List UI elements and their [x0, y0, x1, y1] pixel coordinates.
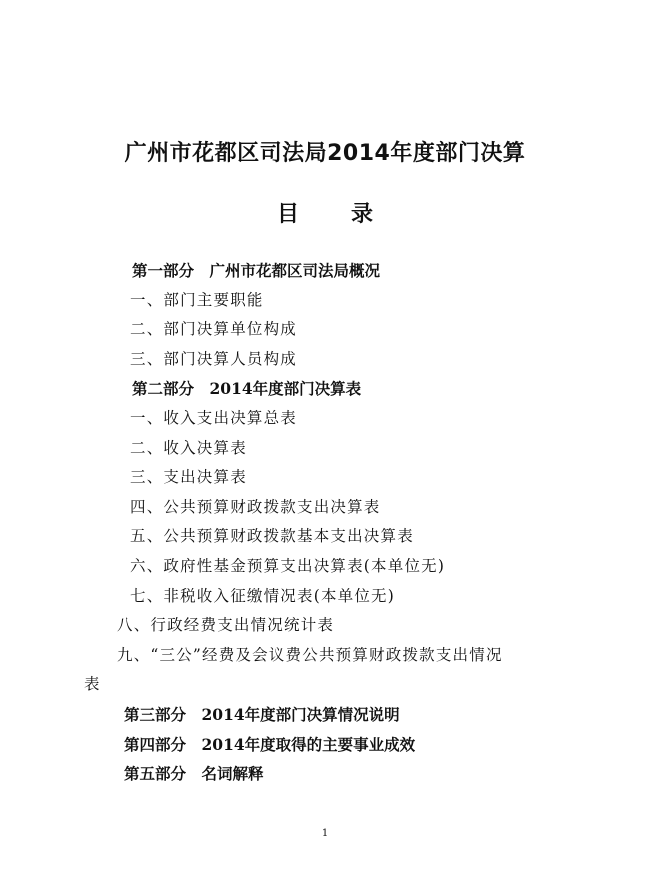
page-number: 1: [321, 828, 329, 839]
toc-part-1[interactable]: 第一部分 广州市花都区司法局概况: [132, 261, 381, 280]
toc-item-continuation[interactable]: 表: [84, 675, 100, 694]
toc-item[interactable]: 七、非税收入征缴情况表(本单位无): [130, 586, 395, 605]
toc-item[interactable]: 三、支出决算表: [130, 468, 247, 487]
toc-item[interactable]: 一、部门主要职能: [130, 290, 264, 309]
table-of-contents: [0, 256, 650, 789]
toc-part-4[interactable]: 第四部分 2014年度取得的主要事业成效: [124, 734, 416, 754]
toc-part-5[interactable]: 第五部分 名词解释: [124, 764, 264, 784]
document-title: 广州市花都区司法局2014年度部门决算: [124, 141, 526, 166]
toc-item[interactable]: 一、收入支出决算总表: [130, 408, 298, 427]
toc-item[interactable]: 二、收入决算表: [130, 438, 247, 457]
toc-item[interactable]: 四、公共预算财政拨款支出决算表: [130, 497, 381, 516]
toc-item[interactable]: 六、政府性基金预算支出决算表(本单位无): [130, 556, 446, 575]
toc-item[interactable]: 二、部门决算单位构成: [130, 320, 298, 339]
toc-heading-char-1: 目: [276, 202, 299, 227]
toc-heading: [0, 197, 650, 228]
toc-item[interactable]: 三、部门决算人员构成: [130, 349, 298, 368]
toc-item[interactable]: 九、“三公”经费及会议费公共预算财政拨款支出情况: [117, 645, 503, 664]
toc-part-3[interactable]: 第三部分 2014年度部门决算情况说明: [124, 704, 400, 724]
toc-heading-char-2: 录: [351, 202, 374, 227]
toc-item[interactable]: 八、行政经费支出情况统计表: [117, 616, 335, 635]
toc-item[interactable]: 五、公共预算财政拨款基本支出决算表: [130, 527, 414, 546]
toc-part-2[interactable]: 第二部分 2014年度部门决算表: [132, 379, 362, 399]
